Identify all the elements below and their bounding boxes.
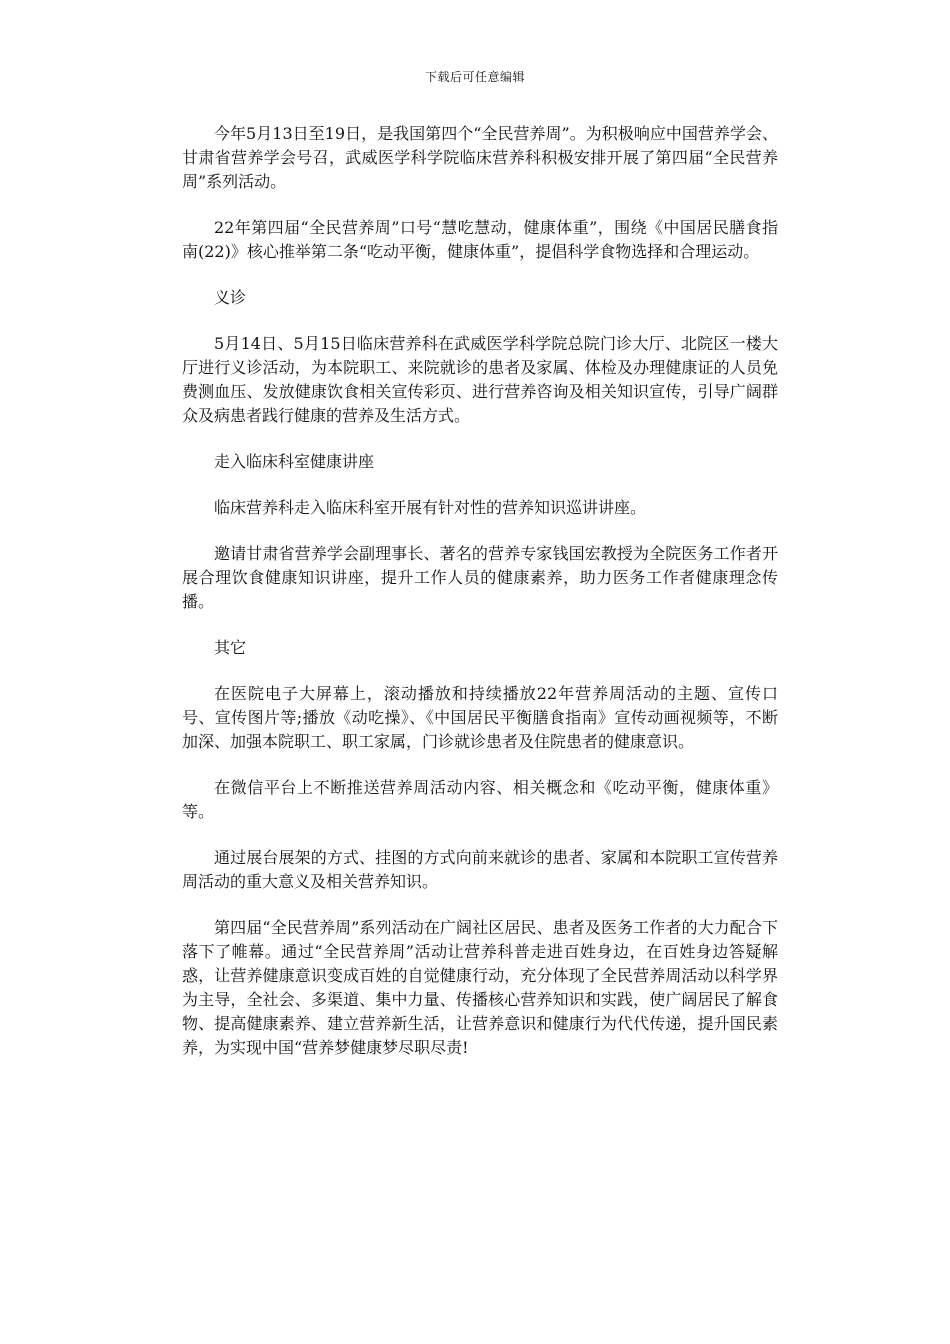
document-body	[182, 122, 778, 1082]
paragraph-screen-broadcast: 在医院电子大屏幕上，滚动播放和持续播放22年营养周活动的主题、宣传口号、宣传图片等;播放《动吃操》、《中国居民平衡膳食指南》宣传动画视频等，不断加深、加强本院职工、职工家属，门诊就诊患者及住院患者的健康意识。	[182, 684, 778, 751]
header-note: 下载后可任意编辑	[424, 70, 525, 84]
section-heading-other: 其它	[214, 638, 247, 657]
paragraph-slogan: 22年第四届“全民营养周”口号“慧吃慧动，健康体重”，围绕《中国居民膳食指南(22)》核心推举第二条“吃动平衡，健康体重”，提倡科学食物选择和合理运动。	[182, 218, 778, 261]
paragraph-free-clinic: 5月14日、5月15日临床营养科在武威医学科学院总院门诊大厅、北院区一楼大厅进行义诊活动，为本院职工、来院就诊的患者及家属、体检及办理健康证的人员免费测血压、发放健康饮食相关宣传彩页、进行营养咨询及相关知识宣传，引导广阔群众及病患者践行健康的营养及生活方式。	[182, 334, 778, 425]
paragraph-wechat: 在微信平台上不断推送营养周活动内容、相关概念和《吃动平衡，健康体重》等。	[182, 778, 778, 821]
paragraph-expert-lecture: 邀请甘肃省营养学会副理事长、著名的营养专家钱国宏教授为全院医务工作者开展合理饮食健康知识讲座，提升工作人员的健康素养，助力医务工作者健康理念传播。	[182, 544, 778, 611]
paragraph-conclusion: 第四届“全民营养周”系列活动在广阔社区居民、患者及医务工作者的大力配合下落下了帷幕。通过“全民营养周”活动让营养科普走进百姓身边，在百姓身边答疑解惑，让营养健康意识变成百姓的自觉健康行动，充分体现了全民营养周活动以科学界为主导，全社会、多渠道、集中力量、传播核心营养知识和实践，使广阔居民了解食物、提高健康素养、建立营养新生活，让营养意识和健康行为代代传递，提升国民素养，为实现中国“营养梦健康梦尽职尽责!	[182, 918, 778, 1057]
section-heading-free-clinic: 义诊	[214, 288, 247, 307]
paragraph-exhibition: 通过展台展架的方式、挂图的方式向前来就诊的患者、家属和本院职工宣传营养周活动的重大意义及相关营养知识。	[182, 848, 778, 891]
paragraph-lecture-tour: 临床营养科走入临床科室开展有针对性的营养知识巡讲讲座。	[214, 498, 647, 517]
section-heading-lectures: 走入临床科室健康讲座	[214, 452, 375, 471]
paragraph-intro: 今年5月13日至19日，是我国第四个“全民营养周”。为积极响应中国营养学会、甘肃省营养学会号召，武威医学科学院临床营养科积极安排开展了第四届“全民营养周”系列活动。	[182, 124, 778, 191]
